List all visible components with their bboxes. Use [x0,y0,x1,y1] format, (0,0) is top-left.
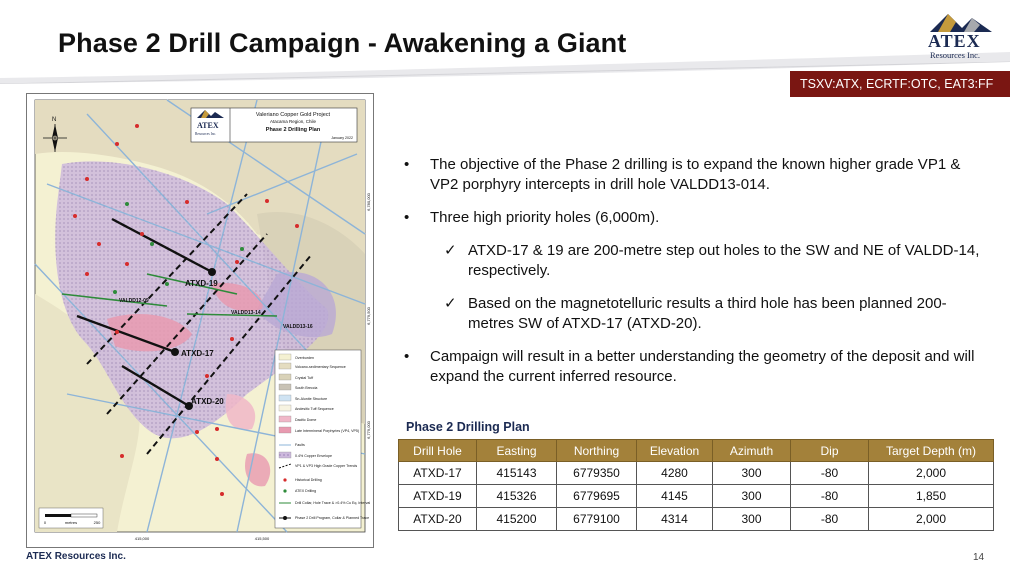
legend-item: Late Intermineral Porphyries (VP4, VP5) [295,429,360,433]
page-number: 14 [973,552,985,563]
table-cell: 2,000 [869,508,994,531]
table-row [399,462,994,485]
column-header: Easting [477,440,557,462]
bullet-mark: • [404,209,410,226]
easting-tick: 415,500 [254,536,270,541]
legend-item: Andesitic Tuff Sequence [295,407,334,411]
logo-wordmark: ATEX [928,31,981,51]
sub-bullet-item [404,294,984,334]
page-title: Phase 2 Drill Campaign - Awakening a Giant [58,28,627,58]
map-project-title: Valeriano Copper Gold Project [255,112,331,118]
northing-tick: 6,779,000 [366,421,371,439]
table-cell: ATXD-20 [399,508,477,531]
north-label: N [52,117,57,123]
bullet-item [404,155,984,195]
checkmark-icon: ✓ [444,242,457,259]
bullet-text: Campaign will result in a better understanding the geometry of the deposit and will expand the current inferred resource. [430,348,975,385]
easting-tick: 415,000 [134,536,150,541]
table-cell: 415200 [477,508,557,531]
table-cell: 1,850 [869,485,994,508]
table-cell: 6779695 [557,485,637,508]
table-cell: 300 [713,485,791,508]
bullet-mark: • [404,156,410,173]
table-cell: 4314 [637,508,713,531]
scale-start: 0 [43,520,47,525]
table-row [399,508,994,531]
table-cell: 2,000 [869,462,994,485]
map-plan-title: Phase 2 Drilling Plan [265,127,321,133]
legend-item: Sn-Alunite Structure [295,397,328,401]
northing-tick: 6,780,000 [366,193,371,211]
bullet-item [404,347,984,387]
map-label-atxd-19: ATXD-19 [185,279,218,288]
map-label-atxd-20: ATXD-20 [191,397,224,406]
table-cell: 6779350 [557,462,637,485]
map-label-valdd13-16: VALDD13-16 [283,324,313,330]
table-cell: 415143 [477,462,557,485]
bullet-text: The objective of the Phase 2 drilling is to expand the known higher grade VP1 & VP2 porphyry intercepts in drill hole VALDD13-014. [430,156,961,193]
table-cell: 300 [713,508,791,531]
legend-item: Phase 2 Drill Program, Collar & Planned Trace [295,516,370,520]
table-cell: -80 [791,485,869,508]
map-label-valdd13-14: VALDD13-14 [231,310,261,316]
column-header: Azimuth [713,440,791,462]
table-cell: -80 [791,462,869,485]
column-header: Northing [557,440,637,462]
bullet-text: ATXD-17 & 19 are 200-metre step out holes to the SW and NE of VALDD-14, respectively. [468,242,980,279]
legend-item: South Breccia [295,386,318,390]
scale-unit: metres [64,520,78,525]
legend-item: Historical Drilling [295,478,322,482]
legend-item: Drill Collar, Hole Trace & >0.4% Cu Eq. Interval [295,501,371,505]
table-cell: 4145 [637,485,713,508]
table-cell: 4280 [637,462,713,485]
table-cell: 415326 [477,485,557,508]
legend-item: Faults [295,443,305,447]
objectives-list [404,155,984,400]
ticker-banner: TSXV:ATX, ECRTF:OTC, EAT3:FF [790,71,1010,97]
bullet-mark: • [404,348,410,365]
column-header: Target Depth (m) [869,440,994,462]
column-header: Dip [791,440,869,462]
table-cell: ATXD-19 [399,485,477,508]
map-date: January 2022 [331,136,353,140]
column-header: Drill Hole [399,440,477,462]
map-logo-name: ATEX [197,121,219,130]
legend-item: Crystal Tuff [295,376,314,380]
checkmark-icon: ✓ [444,295,457,312]
legend-item: VP1 & VP3 High Grade Copper Trends [295,464,358,468]
map-region: Atacama Region, Chile [269,119,317,124]
table-header-row [399,440,994,462]
drill-plan-map [26,93,374,548]
map-label-atxd-17: ATXD-17 [181,349,214,358]
table-cell: ATXD-17 [399,462,477,485]
table-cell: 6779100 [557,508,637,531]
bullet-text: Based on the magnetotelluric results a third hole has been planned 200-metres SW of ATXD-17 (ATXD-20). [468,295,947,332]
map-logo-sub: Resources Inc. [195,132,217,136]
drilling-plan-table [398,439,994,531]
legend-item: Volcano-sedimentary Sequence [295,365,346,369]
map-canvas [27,94,373,547]
scale-end: 250 [93,520,101,525]
legend-item: Dacitic Dome [295,418,317,422]
map-label-valdd12-09: VALDD12-09 [119,298,149,304]
bullet-text: Three high priority holes (6,000m). [430,209,660,226]
legend-item: ATEX Drilling [295,489,317,493]
table-cell: -80 [791,508,869,531]
table-title: Phase 2 Drilling Plan [406,420,530,434]
legend-item: 0.4% Copper Envelope [295,454,332,458]
column-header: Elevation [637,440,713,462]
scale-bar [39,508,103,528]
table-row [399,485,994,508]
northing-tick: 6,779,500 [366,307,371,325]
bullet-item [404,208,984,228]
table-cell: 300 [713,462,791,485]
footer-company: ATEX Resources Inc. [26,551,126,562]
logo-subtitle: Resources Inc. [930,50,981,60]
sub-bullet-item [404,241,984,281]
legend-item: Overburden [295,356,314,360]
